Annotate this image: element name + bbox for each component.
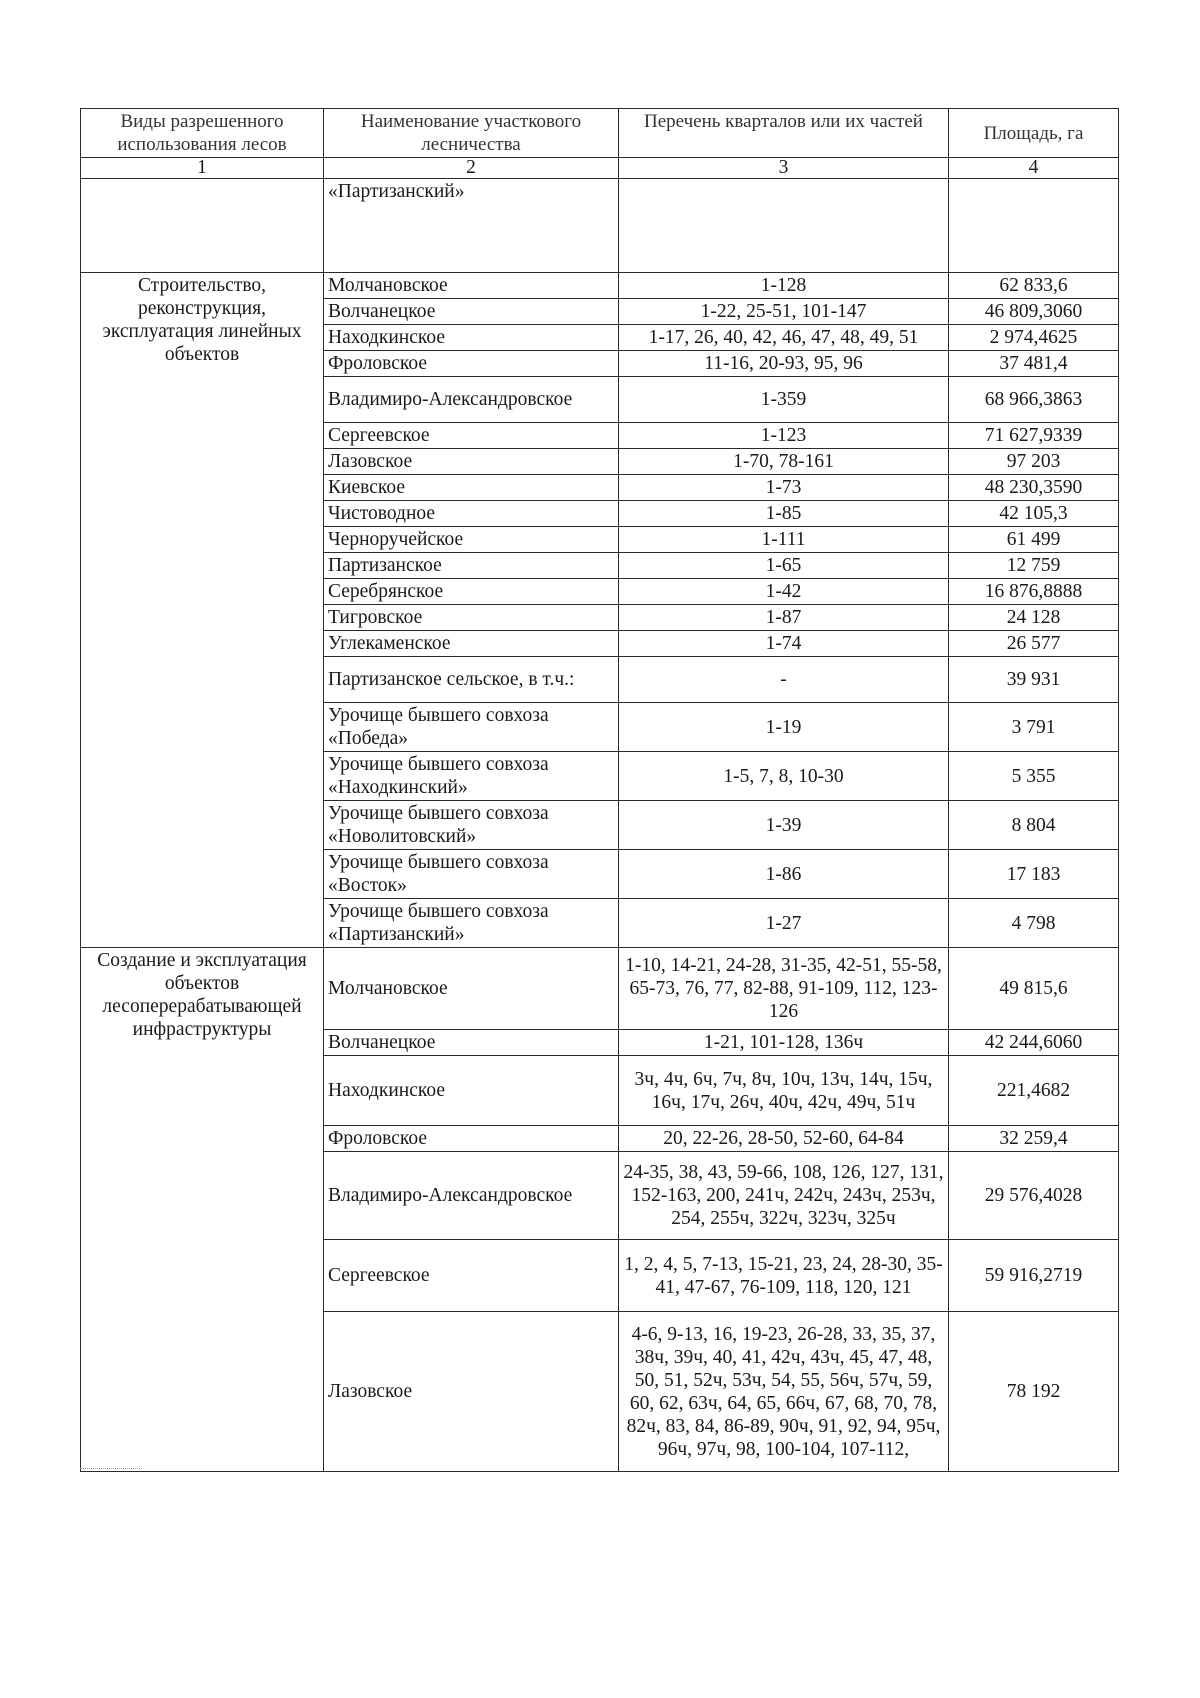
quarters-cell: 1-123 — [619, 423, 949, 449]
quarters-cell: 1-5, 7, 8, 10-30 — [619, 752, 949, 801]
area-cell: 48 230,3590 — [949, 475, 1119, 501]
quarters-cell: 1-359 — [619, 377, 949, 423]
forestry-name-cell: Волчанецкое — [324, 299, 619, 325]
area-cell: 61 499 — [949, 527, 1119, 553]
quarters-cell: 1-42 — [619, 579, 949, 605]
quarters-cell: - — [619, 657, 949, 703]
forestry-name-cell: Урочище бывшего совхоза «Партизанский» — [324, 899, 619, 948]
forestry-name-cell: Урочище бывшего совхоза «Находкинский» — [324, 752, 619, 801]
quarters-cell: 1-73 — [619, 475, 949, 501]
forestry-name-cell: Урочище бывшего совхоза «Восток» — [324, 850, 619, 899]
quarters-cell: 1-111 — [619, 527, 949, 553]
quarters-cell: 1-74 — [619, 631, 949, 657]
area-cell: 62 833,6 — [949, 273, 1119, 299]
quarters-cell: 1-10, 14-21, 24-28, 31-35, 42-51, 55-58, 65-73, 76, 77, 82-88, 91-109, 112, 123-126 — [619, 948, 949, 1030]
forestry-name-cell: Фроловское — [324, 351, 619, 377]
header-use-type: Виды разрешенного использования лесов — [81, 109, 324, 158]
forestry-name-cell: Тигровское — [324, 605, 619, 631]
area-cell: 17 183 — [949, 850, 1119, 899]
forestry-name-cell: Владимиро-Александровское — [324, 1152, 619, 1240]
quarters-cell: 20, 22-26, 28-50, 52-60, 64-84 — [619, 1126, 949, 1152]
quarters-cell: 1-27 — [619, 899, 949, 948]
forestry-name-cell: Сергеевское — [324, 1240, 619, 1312]
table-row — [81, 948, 1119, 1030]
area-cell: 221,4682 — [949, 1056, 1119, 1126]
forestry-name-cell: Партизанское — [324, 553, 619, 579]
header-forestry-name: Наименование участкового лесничества — [324, 109, 619, 158]
area-cell: 37 481,4 — [949, 351, 1119, 377]
forestry-name-cell: Киевское — [324, 475, 619, 501]
area-cell: 3 791 — [949, 703, 1119, 752]
forestry-name-cell: Урочище бывшего совхоза «Новолитовский» — [324, 801, 619, 850]
area-cell: 71 627,9339 — [949, 423, 1119, 449]
area-cell: 42 244,6060 — [949, 1030, 1119, 1056]
area-cell: 12 759 — [949, 553, 1119, 579]
area-cell: 49 815,6 — [949, 948, 1119, 1030]
area-cell: 8 804 — [949, 801, 1119, 850]
quarters-cell: 1-70, 78-161 — [619, 449, 949, 475]
scan-edge-mark — [80, 1468, 142, 1470]
forestry-name-cell: Владимиро-Александровское — [324, 377, 619, 423]
use-type-cell: Создание и эксплуатация объектов лесоперерабатывающей инфраструктуры — [81, 948, 324, 1472]
forestry-name-cell: Серебрянское — [324, 579, 619, 605]
column-number: 4 — [949, 158, 1119, 179]
area-cell: 78 192 — [949, 1312, 1119, 1472]
forestry-name-cell: Лазовское — [324, 1312, 619, 1472]
forestry-name-cell: Черноручейское — [324, 527, 619, 553]
quarters-cell: 1-21, 101-128, 136ч — [619, 1030, 949, 1056]
quarters-cell: 1, 2, 4, 5, 7-13, 15-21, 23, 24, 28-30, 35-41, 47-67, 76-109, 118, 120, 121 — [619, 1240, 949, 1312]
quarters-cell: 1-128 — [619, 273, 949, 299]
area-cell: 29 576,4028 — [949, 1152, 1119, 1240]
forestry-name-cell: Фроловское — [324, 1126, 619, 1152]
use-type-cell — [81, 179, 324, 273]
column-number: 1 — [81, 158, 324, 179]
forestry-name-cell: Находкинское — [324, 325, 619, 351]
header-area: Площадь, га — [949, 109, 1119, 158]
quarters-cell: 1-86 — [619, 850, 949, 899]
quarters-cell: 1-19 — [619, 703, 949, 752]
area-cell — [949, 179, 1119, 273]
forestry-name-cell: «Партизанский» — [324, 179, 619, 273]
quarters-cell: 1-39 — [619, 801, 949, 850]
use-type-cell: Строительство, реконструкция, эксплуатация линейных объектов — [81, 273, 324, 948]
area-cell: 97 203 — [949, 449, 1119, 475]
quarters-cell: 1-87 — [619, 605, 949, 631]
quarters-cell: 1-22, 25-51, 101-147 — [619, 299, 949, 325]
area-cell: 4 798 — [949, 899, 1119, 948]
forestry-name-cell: Молчановское — [324, 948, 619, 1030]
forestry-name-cell: Урочище бывшего совхоза «Победа» — [324, 703, 619, 752]
area-cell: 68 966,3863 — [949, 377, 1119, 423]
area-cell: 32 259,4 — [949, 1126, 1119, 1152]
forestry-name-cell: Углекаменское — [324, 631, 619, 657]
quarters-cell: 1-65 — [619, 553, 949, 579]
table-row — [81, 273, 1119, 299]
area-cell: 24 128 — [949, 605, 1119, 631]
quarters-cell — [619, 179, 949, 273]
column-number: 3 — [619, 158, 949, 179]
column-number: 2 — [324, 158, 619, 179]
forestry-name-cell: Сергеевское — [324, 423, 619, 449]
document-page — [80, 108, 1118, 1472]
quarters-cell: 4-6, 9-13, 16, 19-23, 26-28, 33, 35, 37, 38ч, 39ч, 40, 41, 42ч, 43ч, 45, 47, 48, 50, 51, 52ч, 53ч, 54, 55, 56ч, 57ч, 59, 60, 62, 63ч, 64, 65, 66ч, 67, 68, 70, 78, 82ч, 83, 84, 86-89, 90ч, 91, 92, 94, 95ч, 96ч, 97ч, 98, 100-104, 107-112, — [619, 1312, 949, 1472]
forestry-name-cell: Волчанецкое — [324, 1030, 619, 1056]
area-cell: 5 355 — [949, 752, 1119, 801]
area-cell: 42 105,3 — [949, 501, 1119, 527]
quarters-cell: 1-17, 26, 40, 42, 46, 47, 48, 49, 51 — [619, 325, 949, 351]
forestry-name-cell: Молчановское — [324, 273, 619, 299]
forestry-name-cell: Чистоводное — [324, 501, 619, 527]
quarters-cell: 3ч, 4ч, 6ч, 7ч, 8ч, 10ч, 13ч, 14ч, 15ч, 16ч, 17ч, 26ч, 40ч, 42ч, 49ч, 51ч — [619, 1056, 949, 1126]
quarters-cell: 1-85 — [619, 501, 949, 527]
table-body — [81, 179, 1119, 1472]
area-cell: 2 974,4625 — [949, 325, 1119, 351]
area-cell: 46 809,3060 — [949, 299, 1119, 325]
quarters-cell: 11-16, 20-93, 95, 96 — [619, 351, 949, 377]
quarters-cell: 24-35, 38, 43, 59-66, 108, 126, 127, 131, 152-163, 200, 241ч, 242ч, 243ч, 253ч, 254, 255ч, 322ч, 323ч, 325ч — [619, 1152, 949, 1240]
area-cell: 16 876,8888 — [949, 579, 1119, 605]
area-cell: 39 931 — [949, 657, 1119, 703]
area-cell: 59 916,2719 — [949, 1240, 1119, 1312]
area-cell: 26 577 — [949, 631, 1119, 657]
forest-use-table — [80, 108, 1119, 1472]
header-quarters: Перечень кварталов или их частей — [619, 109, 949, 158]
forestry-name-cell: Партизанское сельское, в т.ч.: — [324, 657, 619, 703]
forestry-name-cell: Находкинское — [324, 1056, 619, 1126]
forestry-name-cell: Лазовское — [324, 449, 619, 475]
